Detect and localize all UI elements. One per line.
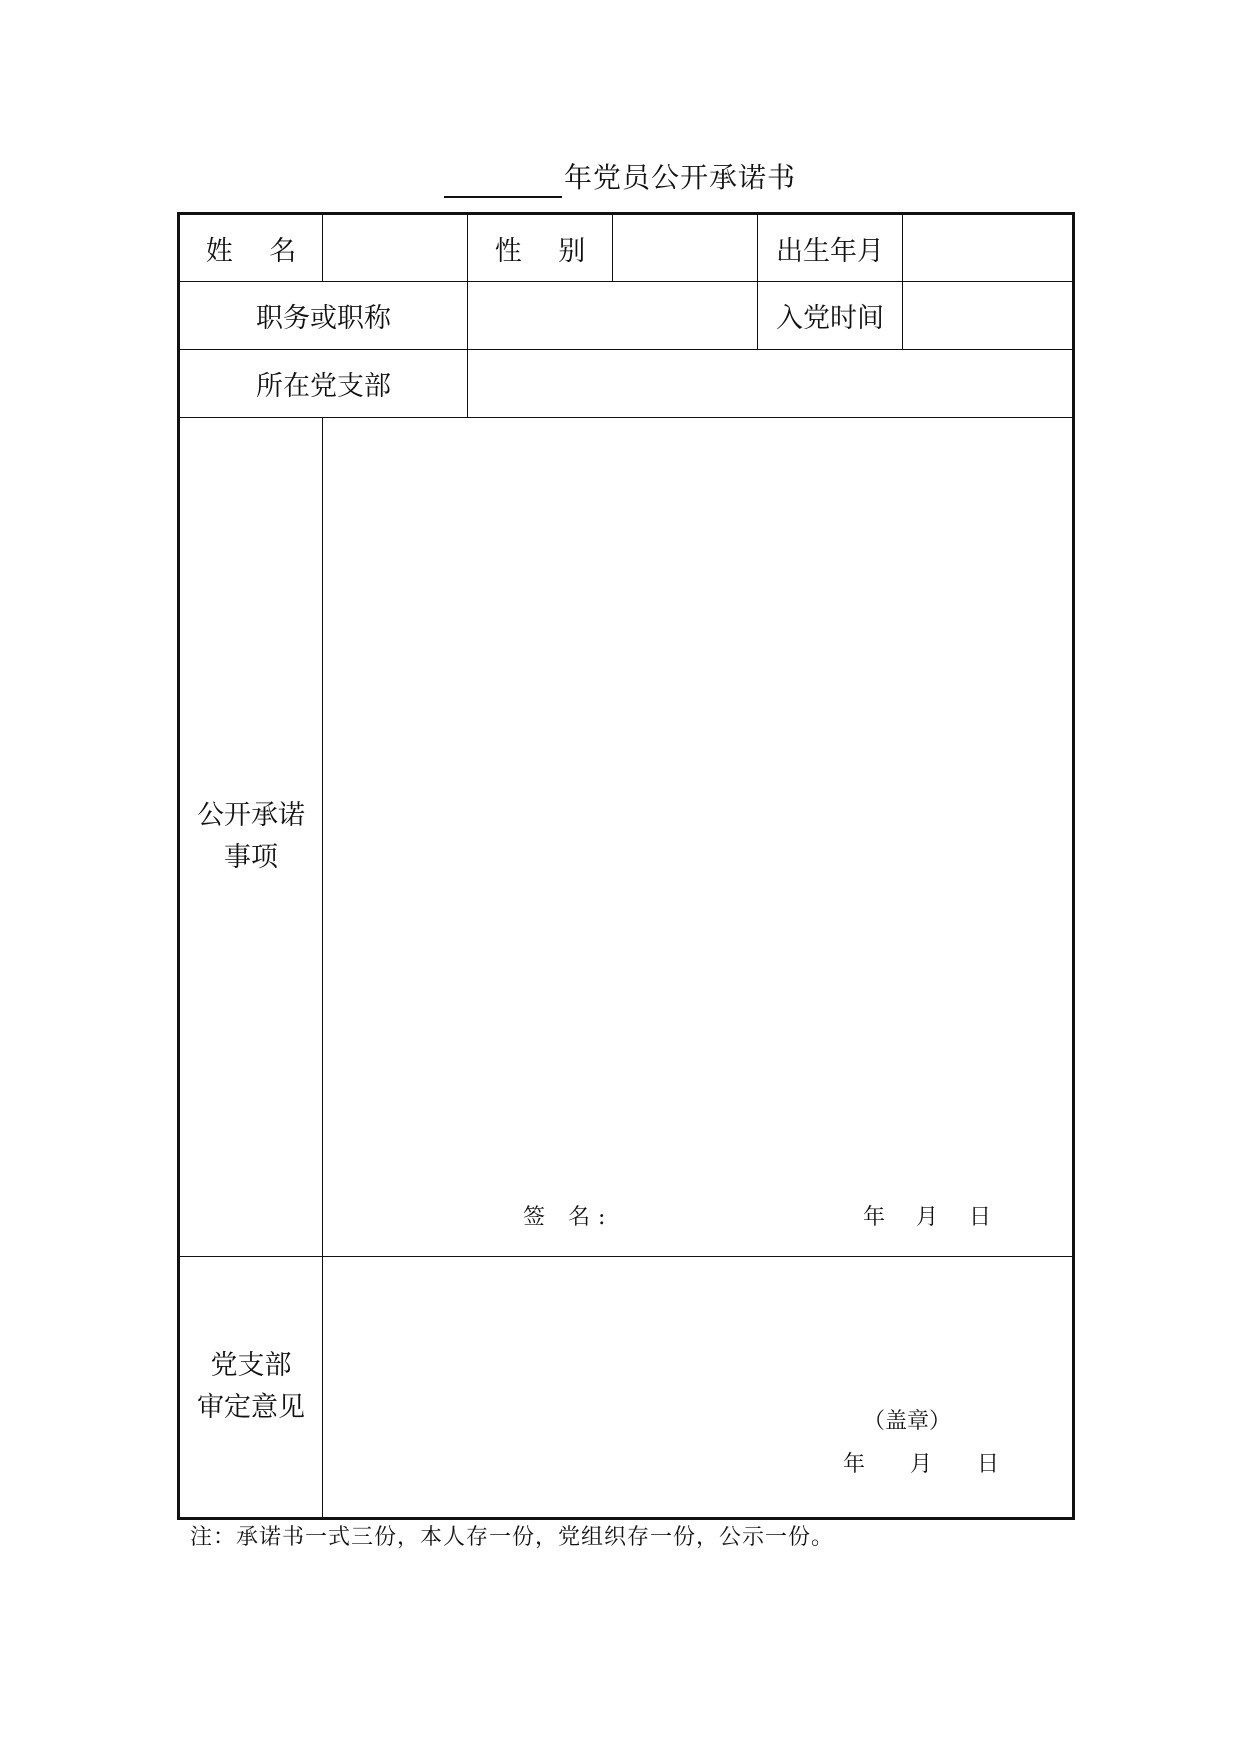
- review-date: [843, 1447, 1037, 1478]
- commitment-form-table: [177, 212, 1075, 1520]
- commitment-label-line2: 事项: [224, 842, 278, 873]
- document-title: [0, 158, 1240, 198]
- branch-label: 所在党支部: [179, 350, 468, 418]
- commitment-label: [179, 418, 323, 1257]
- commitment-content-field[interactable]: [323, 418, 1074, 1257]
- commitment-label-line1: 公开承诺: [197, 800, 305, 831]
- signature-date: [863, 1200, 1015, 1231]
- signature-line: [323, 1200, 1072, 1234]
- signature-day-label: 日: [969, 1205, 992, 1230]
- form-row-position: [179, 282, 1074, 350]
- signature-month-label: 月: [916, 1205, 939, 1230]
- name-field[interactable]: [323, 214, 468, 282]
- signature-year-label: 年: [863, 1205, 886, 1230]
- branch-field[interactable]: [468, 350, 1074, 418]
- gender-field[interactable]: [613, 214, 758, 282]
- year-blank-field[interactable]: [444, 164, 562, 198]
- name-label: 姓 名: [179, 214, 323, 282]
- review-month-label: 月: [910, 1452, 933, 1477]
- form-row-review: [179, 1257, 1074, 1519]
- form-row-basic-info: [179, 214, 1074, 282]
- review-day-label: 日: [977, 1452, 1000, 1477]
- birth-label: 出生年月: [758, 214, 903, 282]
- review-label: [179, 1257, 323, 1519]
- gender-label: 性 别: [468, 214, 613, 282]
- review-label-line2: 审定意见: [197, 1392, 305, 1423]
- form-row-commitment: [179, 418, 1074, 1257]
- review-year-label: 年: [843, 1452, 866, 1477]
- join-date-field[interactable]: [903, 282, 1074, 350]
- review-content-field[interactable]: [323, 1257, 1074, 1519]
- stamp-label: （盖章）: [863, 1409, 952, 1434]
- commitment-content-area: [323, 418, 1072, 1256]
- document-title-text: 年党员公开承诺书: [563, 161, 796, 194]
- form-row-branch: [179, 350, 1074, 418]
- review-label-line1: 党支部: [210, 1350, 292, 1381]
- position-field[interactable]: [468, 282, 758, 350]
- birth-field[interactable]: [903, 214, 1074, 282]
- footnote: 注：承诺书一式三份，本人存一份，党组织存一份，公示一份。: [190, 1525, 835, 1550]
- join-date-label: 入党时间: [758, 282, 903, 350]
- position-label: 职务或职称: [179, 282, 468, 350]
- review-content-area: [323, 1257, 1072, 1517]
- signature-label: 签 名:: [523, 1205, 614, 1230]
